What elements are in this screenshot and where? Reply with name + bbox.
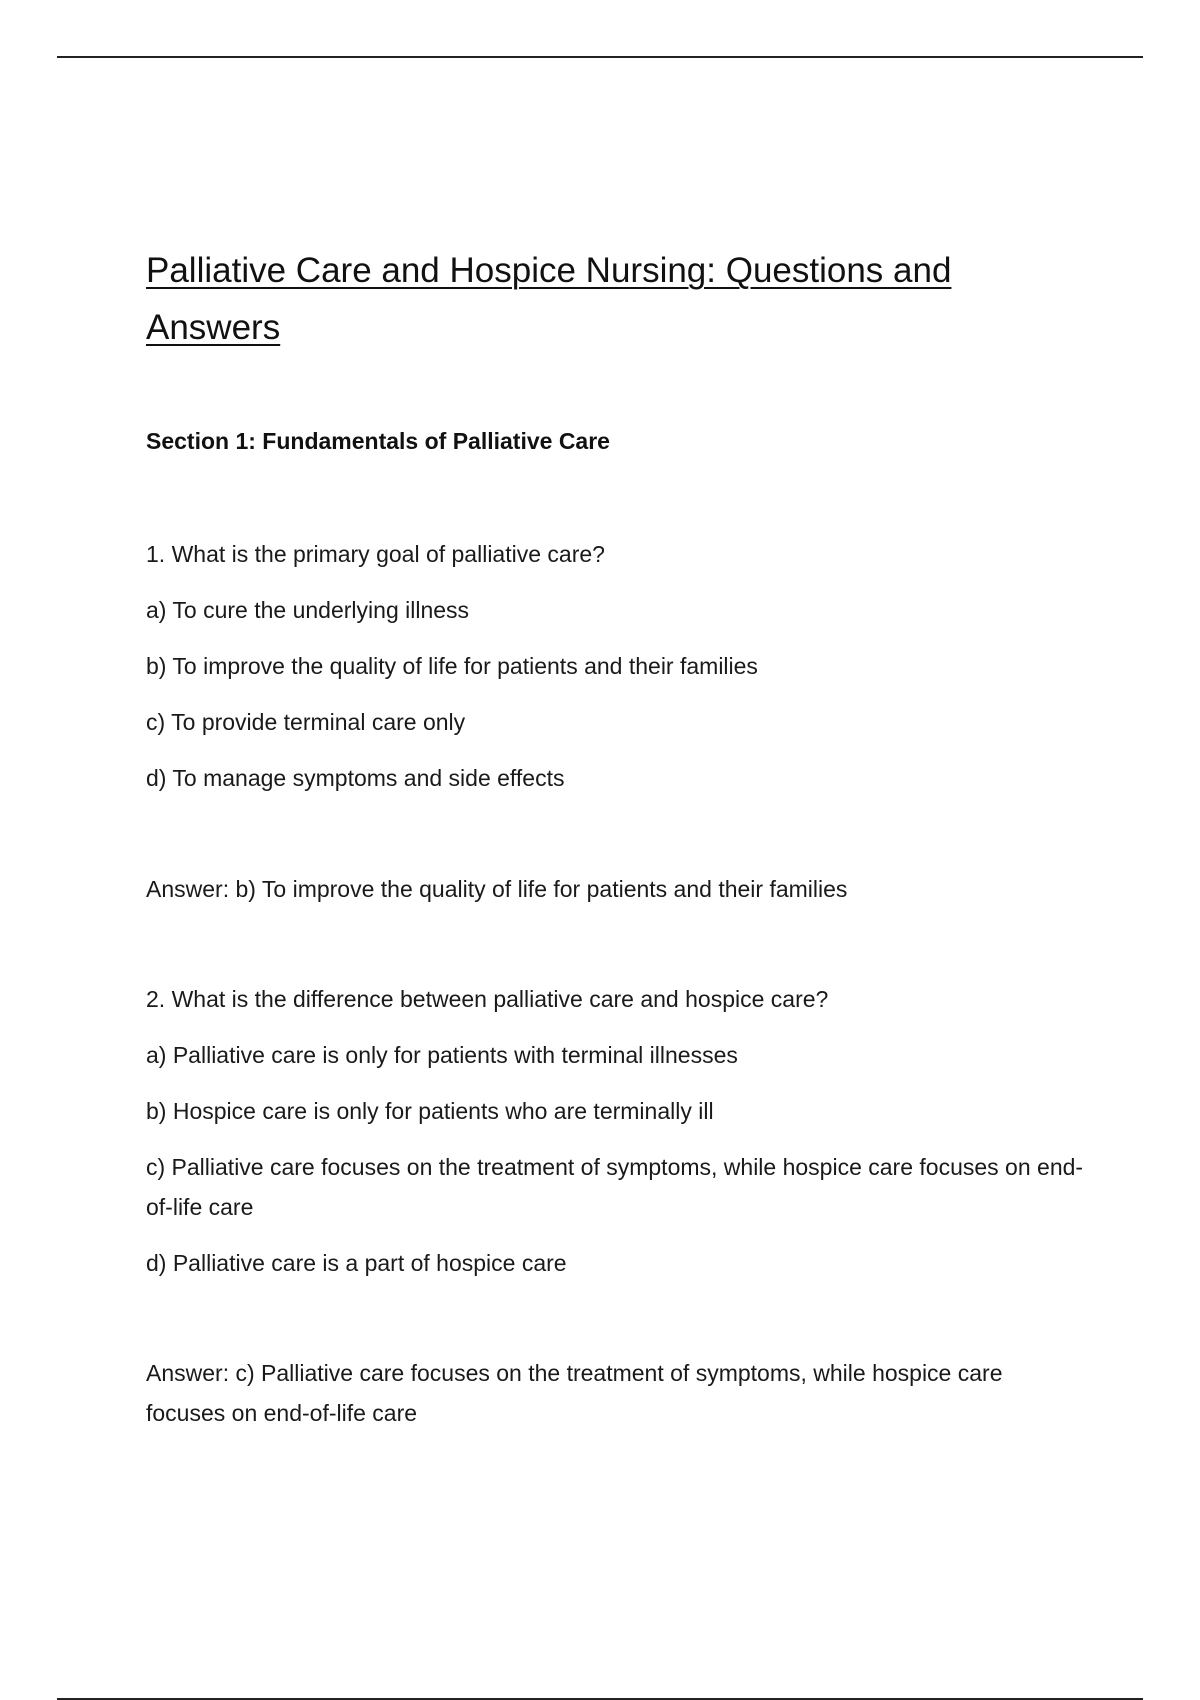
option-b: b) To improve the quality of life for patients and their families [146, 653, 758, 679]
question-text: 1. What is the primary goal of palliative care? [146, 541, 605, 567]
option-c: c) To provide terminal care only [146, 709, 466, 735]
option-a: a) Palliative care is only for patients with terminal illnesses [146, 1042, 738, 1068]
question-block-2 [146, 979, 1086, 1299]
option-c: c) Palliative care focuses on the treatment of symptoms, while hospice care focuses on end-of-life care [146, 1154, 1084, 1220]
question-block-1 [146, 534, 1086, 814]
document-body [146, 242, 1086, 1426]
option-b: b) Hospice care is only for patients who are terminally ill [146, 1098, 714, 1124]
option-d: d) Palliative care is a part of hospice care [146, 1250, 567, 1276]
option-d: d) To manage symptoms and side effects [146, 765, 565, 791]
option-a: a) To cure the underlying illness [146, 597, 470, 623]
header-rule [57, 56, 1143, 58]
answer-1: Answer: b) To improve the quality of life for patients and their families [146, 876, 848, 902]
section-heading: Section 1: Fundamentals of Palliative Care [146, 428, 610, 454]
document-title: Palliative Care and Hospice Nursing: Questions and Answers [146, 251, 952, 347]
question-text: 2. What is the difference between palliative care and hospice care? [146, 986, 829, 1012]
answer-2: Answer: c) Palliative care focuses on the treatment of symptoms, while hospice care focuses on end-of-life care [146, 1360, 1003, 1426]
